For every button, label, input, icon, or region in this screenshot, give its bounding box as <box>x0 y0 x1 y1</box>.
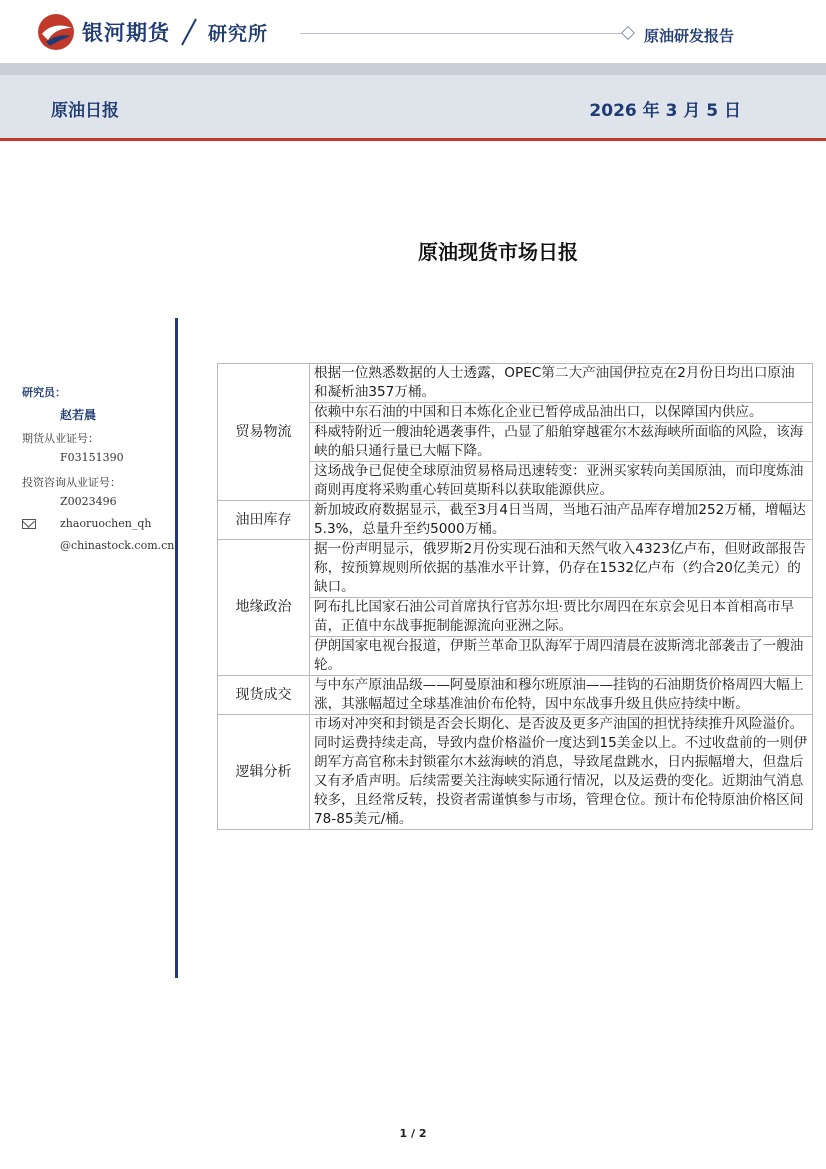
researcher-label: 研究员： <box>22 386 66 399</box>
page-number: 1 / 2 <box>399 1127 427 1140</box>
diamond-icon <box>621 26 635 40</box>
table-cell: 市场对冲突和封锁是否会长期化、是否波及更多产油国的担忧持续推升风险溢价。同时运费持续走高，导致内盘价格溢价一度达到15美金以上。不过收盘前的一则伊朗军方高官称未封锁霍尔木兹海峡的消息，导致尾盘跳水，日内振幅增大，但盘后又有矛盾声明。后续需要关注海峡实际通行情况，以及运费的变化。近期油气消息较多，且经常反转，投资者需谨慎参与市场，管理仓位。预计布伦特原油价格区间78-85美元/桶。 <box>310 715 813 830</box>
department-name: 研究所 <box>208 22 269 45</box>
category-geopolitics: 地缘政治 <box>218 540 310 676</box>
category-trade: 贸易物流 <box>218 364 310 501</box>
table-cell: 据一份声明显示，俄罗斯2月份实现石油和天然气收入4323亿卢布，但财政部报告称，按预算规则所依据的基准水平计算，仍存在1532亿卢布（约合20亿美元）的缺口。 <box>310 540 813 598</box>
market-report-table <box>217 363 813 830</box>
table-row <box>218 715 813 830</box>
table-cell: 新加坡政府数据显示，截至3月4日当周，当地石油产品库存增加252万桶，增幅达5.3%，总量升至约5000万桶。 <box>310 501 813 540</box>
company-logo-icon <box>36 12 76 52</box>
slash-divider-icon <box>178 17 200 47</box>
table-cell: 与中东产原油品级——阿曼原油和穆尔班原油——挂钩的石油期货价格周四大幅上涨，其涨幅超过全球基准油价布伦特，因中东战事升级且供应持续中断。 <box>310 676 813 715</box>
header-divider <box>300 33 622 34</box>
table-cell: 根据一位熟悉数据的人士透露，OPEC第二大产油国伊拉克在2月份日均出口原油和凝析油357万桶。 <box>310 364 813 403</box>
table-row <box>218 540 813 598</box>
table-row <box>218 501 813 540</box>
table-cell: 科威特附近一艘油轮遇袭事件，凸显了船舶穿越霍尔木兹海峡所面临的风险，该海峡的船只通行量已大幅下降。 <box>310 423 813 462</box>
title-band-accent <box>0 138 826 141</box>
table-cell: 这场战争已促使全球原油贸易格局迅速转变：亚洲买家转向美国原油，而印度炼油商则再度将采购重心转回莫斯科以获取能源供应。 <box>310 462 813 501</box>
table-row <box>218 676 813 715</box>
page-title: 原油现货市场日报 <box>418 240 578 264</box>
advisory-cert-label: 投资咨询从业证号： <box>22 476 121 489</box>
advisory-cert-number: Z0023496 <box>60 495 117 508</box>
table-row <box>218 364 813 403</box>
table-cell: 伊朗国家电视台报道，伊斯兰革命卫队海军于周四清晨在波斯湾北部袭击了一艘油轮。 <box>310 637 813 676</box>
futures-cert-label: 期货从业证号： <box>22 432 99 445</box>
mail-icon <box>22 517 36 530</box>
table-cell: 阿布扎比国家石油公司首席执行官苏尔坦·贾比尔周四在东京会见日本首相高市早苗，正值中东战事扼制能源流向亚洲之际。 <box>310 598 813 637</box>
category-inventory: 油田库存 <box>218 501 310 540</box>
futures-cert-number: F03151390 <box>60 451 124 464</box>
report-title: 原油日报 <box>51 101 119 121</box>
researcher-name: 赵若晨 <box>60 408 97 422</box>
report-type: 原油研发报告 <box>644 27 735 45</box>
report-date: 2026 年 3 月 5 日 <box>589 101 741 121</box>
company-logo <box>36 12 268 52</box>
table-cell: 依赖中东石油的中国和日本炼化企业已暂停成品油出口，以保障国内供应。 <box>310 403 813 423</box>
category-spot: 现货成交 <box>218 676 310 715</box>
sidebar-divider <box>175 318 178 978</box>
email-line-2[interactable]: @chinastock.com.cn <box>60 539 175 552</box>
category-logic: 逻辑分析 <box>218 715 310 830</box>
company-name: 银河期货 <box>82 21 170 45</box>
email-line-1[interactable]: zhaoruochen_qh <box>60 517 152 530</box>
